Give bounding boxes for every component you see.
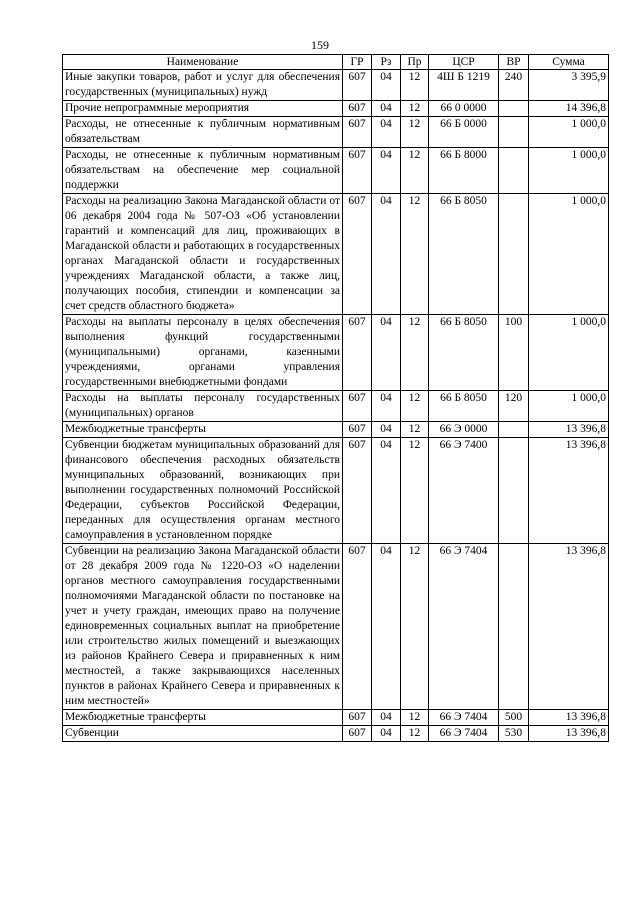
cell-rz: 04 — [372, 391, 401, 422]
table-row — [63, 117, 609, 148]
cell-pr: 12 — [401, 391, 429, 422]
cell-pr: 12 — [401, 710, 429, 726]
cell-pr: 12 — [401, 544, 429, 710]
cell-vr: 120 — [499, 391, 529, 422]
cell-gr: 607 — [343, 148, 372, 194]
cell-pr: 12 — [401, 148, 429, 194]
table-row — [63, 101, 609, 117]
cell-name: Прочие непрограммные мероприятия — [63, 101, 343, 117]
cell-vr: 100 — [499, 315, 529, 391]
cell-gr: 607 — [343, 70, 372, 101]
cell-vr — [499, 544, 529, 710]
cell-sum: 1 000,0 — [529, 391, 609, 422]
cell-name: Межбюджетные трансферты — [63, 422, 343, 438]
cell-rz: 04 — [372, 544, 401, 710]
cell-csr: 66 Б 8000 — [429, 148, 499, 194]
cell-csr: 66 Э 7404 — [429, 710, 499, 726]
cell-rz: 04 — [372, 710, 401, 726]
cell-sum: 13 396,8 — [529, 726, 609, 742]
cell-pr: 12 — [401, 70, 429, 101]
cell-sum: 14 396,8 — [529, 101, 609, 117]
cell-vr — [499, 194, 529, 315]
cell-rz: 04 — [372, 148, 401, 194]
cell-pr: 12 — [401, 422, 429, 438]
cell-gr: 607 — [343, 422, 372, 438]
cell-csr: 66 Э 7404 — [429, 544, 499, 710]
cell-csr: 66 Б 0000 — [429, 117, 499, 148]
cell-gr: 607 — [343, 544, 372, 710]
cell-sum: 1 000,0 — [529, 315, 609, 391]
cell-gr: 607 — [343, 315, 372, 391]
cell-gr: 607 — [343, 117, 372, 148]
cell-vr: 530 — [499, 726, 529, 742]
table-row — [63, 726, 609, 742]
cell-vr — [499, 101, 529, 117]
cell-pr: 12 — [401, 194, 429, 315]
cell-name: Субвенции на реализацию Закона Магаданской области от 28 декабря 2009 года № 1220-ОЗ «О наделении органов местного самоуправления государственными полномочиями Магаданской области по постановке на учет и учету граждан, имеющих право на получение единовременных социальных выплат на приобретение или строительство жилых помещений и выезжающих из районов Крайнего Севера и приравненных к ним местностей, а также закрывающихся населенных пунктов в районах Крайнего Севера и приравненных к ним местностей» — [63, 544, 343, 710]
cell-sum: 13 396,8 — [529, 710, 609, 726]
cell-sum: 13 396,8 — [529, 438, 609, 544]
cell-sum: 1 000,0 — [529, 117, 609, 148]
page-number: 159 — [311, 38, 329, 52]
cell-csr: 66 Б 8050 — [429, 391, 499, 422]
cell-name: Субвенции бюджетам муниципальных образований для финансового обеспечения расходных обязательств муниципальных образований, возникающих при выполнении государственных полномочий Российской Федерации, субъектов Российской Федерации, переданных для осуществления органам местного самоуправления в установленном порядке — [63, 438, 343, 544]
cell-gr: 607 — [343, 101, 372, 117]
table-row — [63, 148, 609, 194]
cell-rz: 04 — [372, 438, 401, 544]
cell-gr: 607 — [343, 726, 372, 742]
table-row — [63, 315, 609, 391]
cell-gr: 607 — [343, 438, 372, 544]
cell-rz: 04 — [372, 194, 401, 315]
cell-csr: 66 Б 8050 — [429, 315, 499, 391]
cell-sum: 13 396,8 — [529, 544, 609, 710]
cell-rz: 04 — [372, 315, 401, 391]
cell-name: Межбюджетные трансферты — [63, 710, 343, 726]
budget-table — [62, 54, 609, 742]
cell-rz: 04 — [372, 726, 401, 742]
cell-csr: 66 Э 7400 — [429, 438, 499, 544]
cell-gr: 607 — [343, 194, 372, 315]
cell-name: Расходы, не отнесенные к публичным нормативным обязательствам на обеспечение мер социальной поддержки — [63, 148, 343, 194]
cell-vr — [499, 422, 529, 438]
table-row — [63, 194, 609, 315]
cell-sum: 13 396,8 — [529, 422, 609, 438]
table-row — [63, 422, 609, 438]
cell-sum: 1 000,0 — [529, 194, 609, 315]
cell-name: Иные закупки товаров, работ и услуг для обеспечения государственных (муниципальных) нужд — [63, 70, 343, 101]
table-row — [63, 710, 609, 726]
cell-name: Расходы на реализацию Закона Магаданской области от 06 декабря 2004 года № 507-ОЗ «Об установлении гарантий и компенсаций для лиц, проживающих в Магаданской области и работающих в государственных органах Магаданской области и государственных учреждениях Магаданской области, а также лиц, получающих пособия, стипендии и компенсации за счет средств областного бюджета» — [63, 194, 343, 315]
cell-vr: 500 — [499, 710, 529, 726]
cell-vr — [499, 117, 529, 148]
cell-name: Расходы на выплаты персоналу государственных (муниципальных) органов — [63, 391, 343, 422]
header-rz: Рз — [372, 55, 401, 70]
header-sum: Сумма — [529, 55, 609, 70]
cell-pr: 12 — [401, 117, 429, 148]
cell-name: Расходы, не отнесенные к публичным нормативным обязательствам — [63, 117, 343, 148]
header-vr: ВР — [499, 55, 529, 70]
table-header-row — [63, 55, 609, 70]
cell-name: Расходы на выплаты персоналу в целях обеспечения выполнения функций государственными (муниципальными) органами, казенными учреждениями, органами управления государственными внебюджетными фондами — [63, 315, 343, 391]
table-row — [63, 544, 609, 710]
table-row — [63, 70, 609, 101]
cell-csr: 4Ш Б 1219 — [429, 70, 499, 101]
cell-rz: 04 — [372, 101, 401, 117]
cell-vr: 240 — [499, 70, 529, 101]
cell-csr: 66 0 0000 — [429, 101, 499, 117]
table-body — [63, 70, 609, 742]
cell-rz: 04 — [372, 117, 401, 148]
header-name: Наименование — [63, 55, 343, 70]
cell-vr — [499, 438, 529, 544]
header-gr: ГР — [343, 55, 372, 70]
cell-vr — [499, 148, 529, 194]
cell-csr: 66 Б 8050 — [429, 194, 499, 315]
cell-gr: 607 — [343, 391, 372, 422]
table-row — [63, 391, 609, 422]
cell-pr: 12 — [401, 438, 429, 544]
cell-pr: 12 — [401, 315, 429, 391]
cell-name: Субвенции — [63, 726, 343, 742]
cell-rz: 04 — [372, 70, 401, 101]
cell-rz: 04 — [372, 422, 401, 438]
table-row — [63, 438, 609, 544]
cell-csr: 66 Э 0000 — [429, 422, 499, 438]
cell-pr: 12 — [401, 101, 429, 117]
cell-gr: 607 — [343, 710, 372, 726]
header-csr: ЦСР — [429, 55, 499, 70]
header-pr: Пр — [401, 55, 429, 70]
cell-pr: 12 — [401, 726, 429, 742]
cell-sum: 1 000,0 — [529, 148, 609, 194]
cell-sum: 3 395,9 — [529, 70, 609, 101]
cell-csr: 66 Э 7404 — [429, 726, 499, 742]
